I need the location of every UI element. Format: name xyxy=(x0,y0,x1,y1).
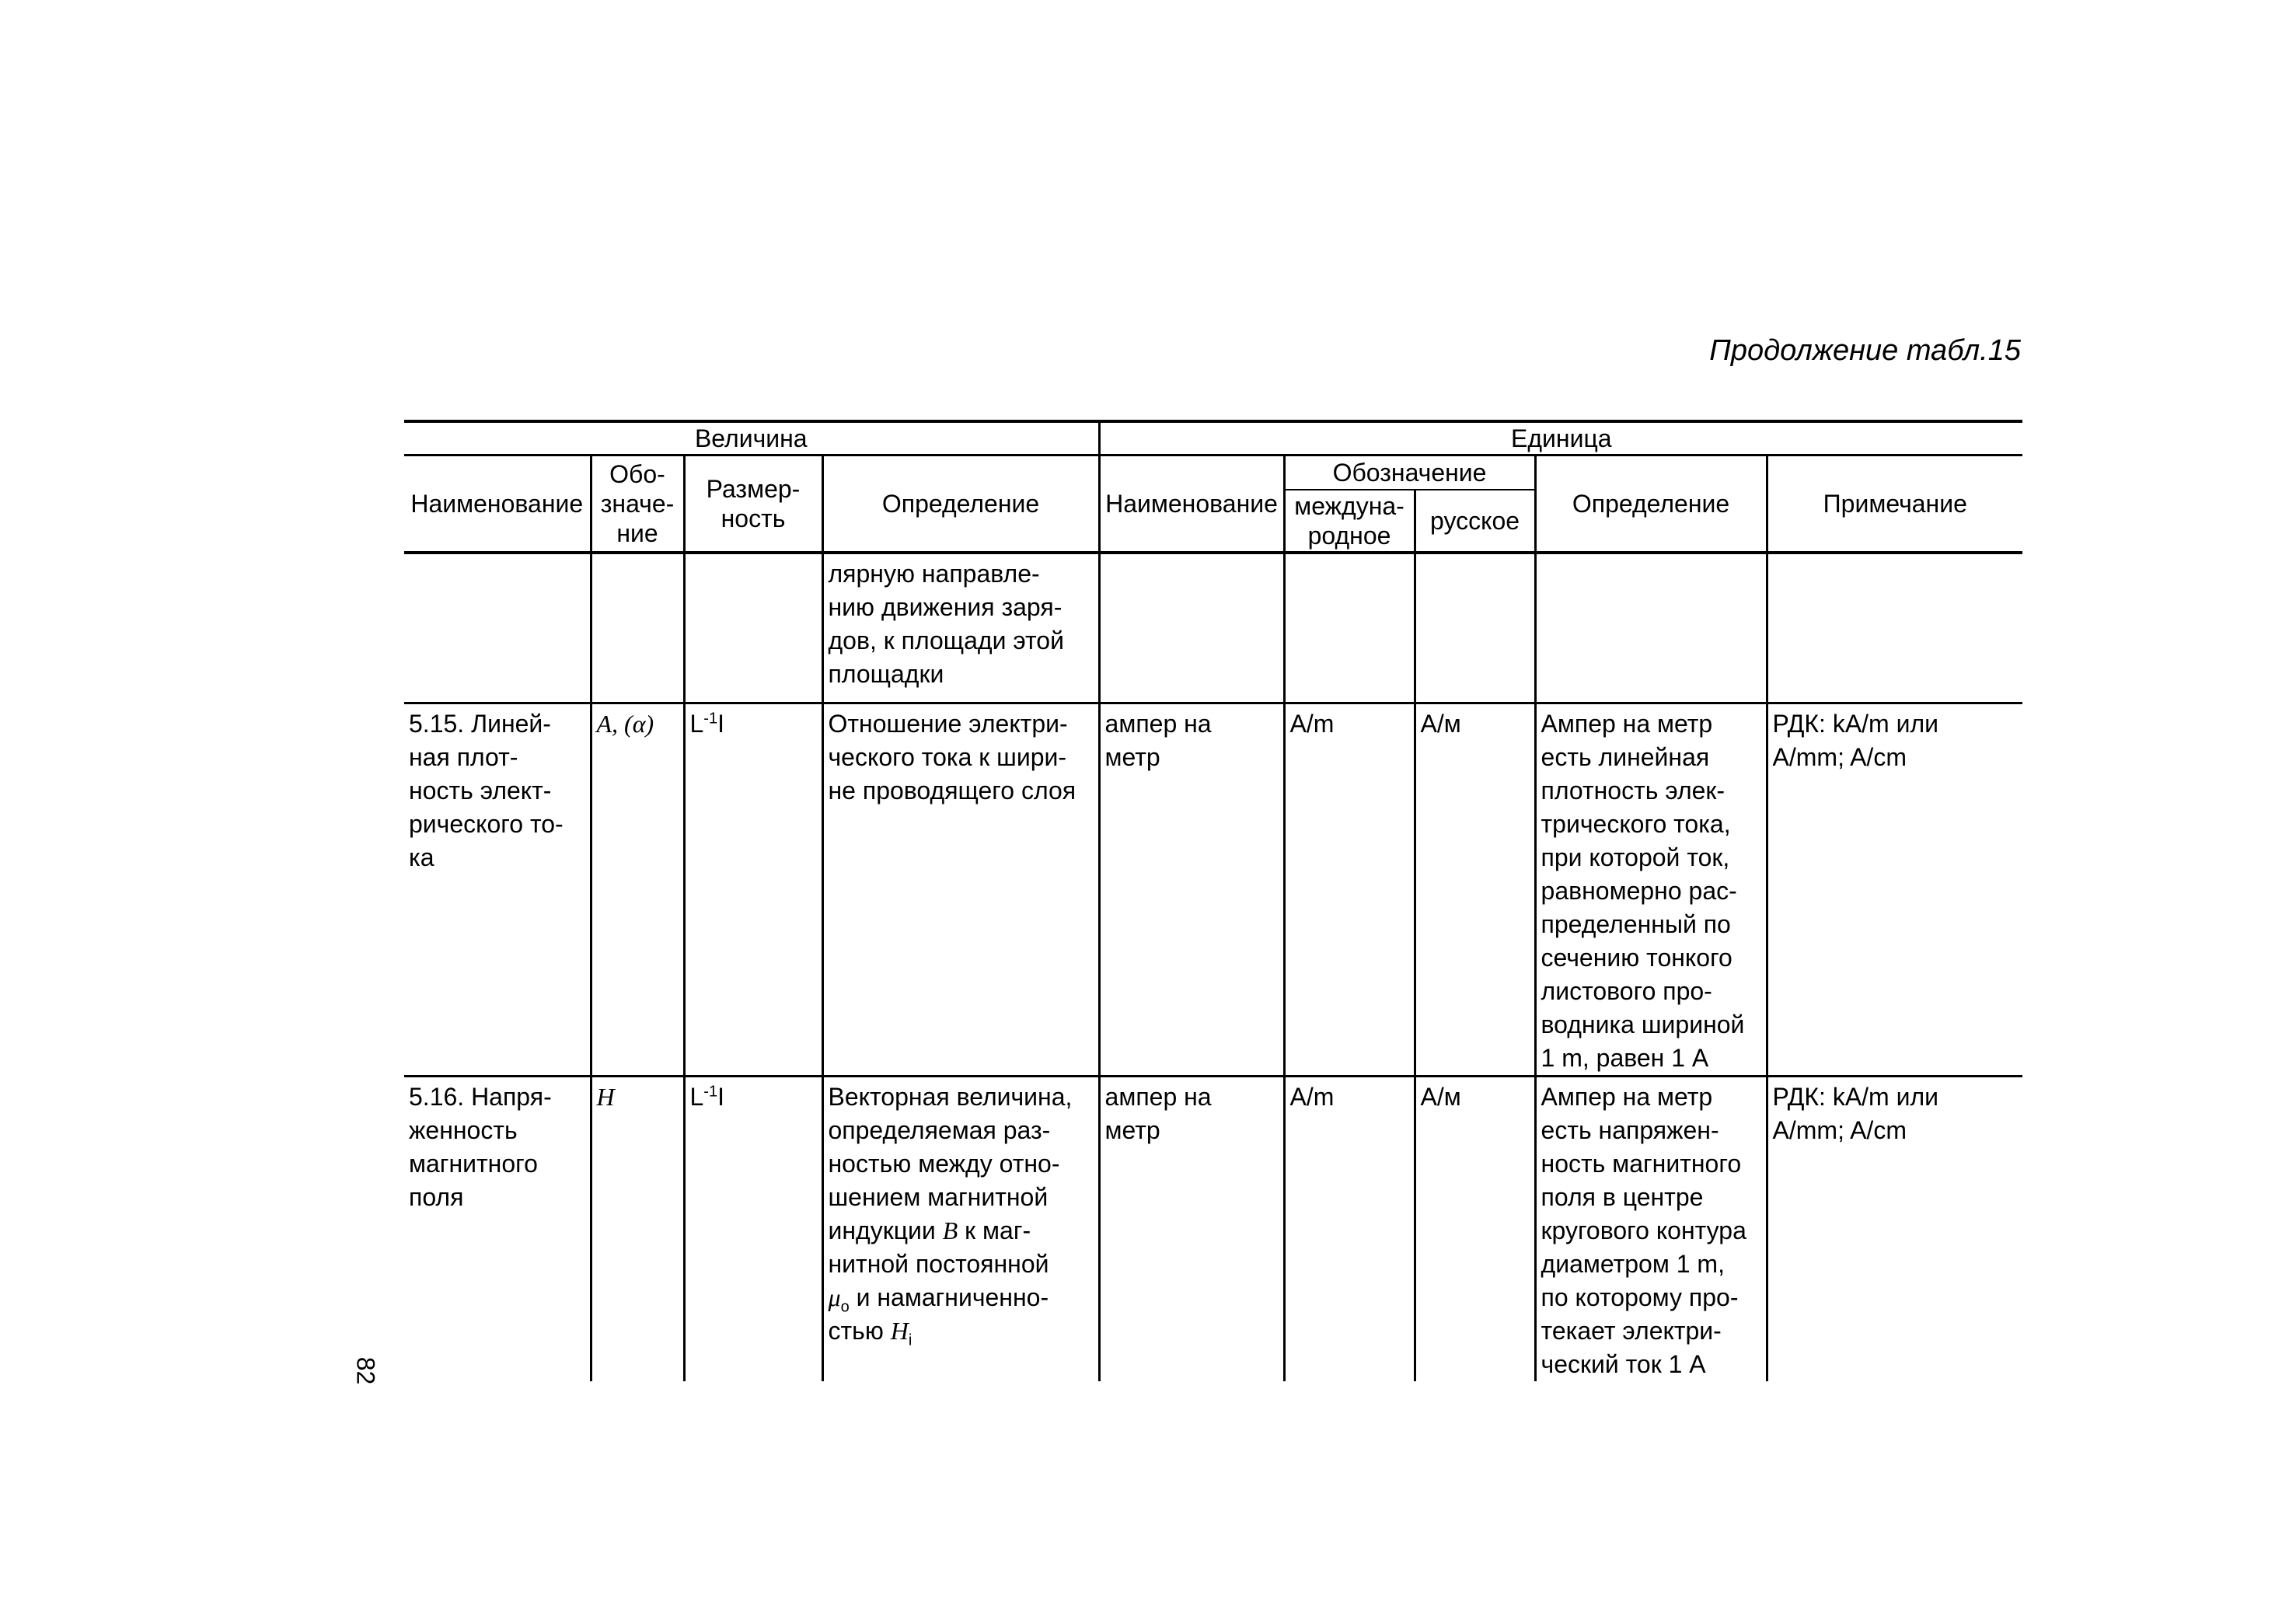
cell-note: РДК: kA/m или A/mm; A/cm xyxy=(1767,703,2022,1076)
cell-definition: Отношение электри- ческого тока к шири- не проводящего слоя xyxy=(822,703,1099,1076)
dimension-exp: -1 xyxy=(703,1082,718,1100)
cell-symbol xyxy=(591,703,684,1076)
dimension-exp: -1 xyxy=(703,709,718,727)
cell-note: РДК: kA/m или A/mm; A/cm xyxy=(1767,1076,2022,1381)
cell-unit-name: ампер на метр xyxy=(1099,1076,1284,1381)
cell-dimension xyxy=(684,703,822,1076)
dimension-tail: I xyxy=(717,709,724,738)
header-col-definition: Определение xyxy=(822,455,1099,553)
symbol-main: A xyxy=(596,709,612,738)
cell-international xyxy=(1284,553,1415,703)
symbol-alt: , (α) xyxy=(612,709,654,738)
header-unit: Единица xyxy=(1099,421,2022,455)
header-col-russian: русское xyxy=(1415,490,1535,553)
def-mu-sub: o xyxy=(840,1297,850,1315)
table-row xyxy=(404,1076,2022,1381)
units-table xyxy=(404,420,2022,1381)
header-col-designation: Обозначение xyxy=(1284,455,1535,490)
def-symbol-h: H xyxy=(890,1316,909,1345)
cell-unit-definition: Ампер на метр есть напряжен- ность магнитного поля в центре кругового контура диаметром 1 m, по которому про- текает электри- ческий ток 1 A xyxy=(1535,1076,1767,1381)
dimension-tail: I xyxy=(717,1082,724,1111)
def-part-d: и намагниченно- стью xyxy=(828,1283,1049,1345)
cell-name: 5.16. Напря- женность магнитного поля xyxy=(409,1082,552,1211)
cell-symbol xyxy=(591,553,684,703)
header-col-dimension: Размер- ность xyxy=(684,455,822,553)
cell-unit-name xyxy=(1099,553,1284,703)
header-col-name: Наименование xyxy=(404,455,591,553)
cell-unit-definition: Ампер на метр есть линейная плотность элек- трического тока, при которой ток, равномерно рас- пределенный по сечению тонкого листового про- водника шириной 1 m, равен 1 A xyxy=(1535,703,1767,1076)
cell-definition xyxy=(822,1076,1099,1381)
header-col-international: междуна- родное xyxy=(1284,490,1415,553)
table-row xyxy=(404,703,2022,1076)
cell-dimension xyxy=(684,1076,822,1381)
cell-unit-definition xyxy=(1535,553,1767,703)
table-caption: Продолжение табл.15 xyxy=(1709,334,2021,367)
table-row xyxy=(404,553,2022,703)
dimension-base: L xyxy=(689,1082,704,1111)
cell-unit-name: ампер на метр xyxy=(1099,703,1284,1076)
page-number: 82 xyxy=(351,1356,380,1385)
cell-name: 5.15. Линей- ная плот- ность элект- рического то- ка xyxy=(404,703,591,1076)
header-col-symbol: Обо- значе- ние xyxy=(591,455,684,553)
def-h-sub: i xyxy=(908,1331,912,1349)
def-symbol-mu: μ xyxy=(828,1283,841,1311)
header-col-unit-definition: Определение xyxy=(1535,455,1767,553)
cell-name xyxy=(404,553,591,703)
cell-russian: А/м xyxy=(1415,703,1535,1076)
def-part-a: Векторная величина, определяемая раз- ностью между отно- шением магнитной индукции xyxy=(828,1082,1073,1244)
def-part-c: к маг- нитной постоянной xyxy=(828,1216,1049,1278)
cell-definition: лярную направле- нию движения заря- дов, к площади этой площадки xyxy=(822,553,1099,703)
header-quantity: Величина xyxy=(404,421,1099,455)
header-col-unit-name: Наименование xyxy=(1099,455,1284,553)
cell-russian xyxy=(1415,553,1535,703)
dimension-base: L xyxy=(689,709,704,738)
header-col-note: Примечание xyxy=(1767,455,2022,553)
symbol-main: H xyxy=(596,1082,615,1111)
cell-international: A/m xyxy=(1284,1076,1415,1381)
def-symbol-b: B xyxy=(942,1216,958,1244)
cell-russian: А/м xyxy=(1415,1076,1535,1381)
cell-dimension xyxy=(684,553,822,703)
cell-symbol xyxy=(591,1076,684,1381)
cell-note xyxy=(1767,553,2022,703)
cell-international: A/m xyxy=(1284,703,1415,1076)
